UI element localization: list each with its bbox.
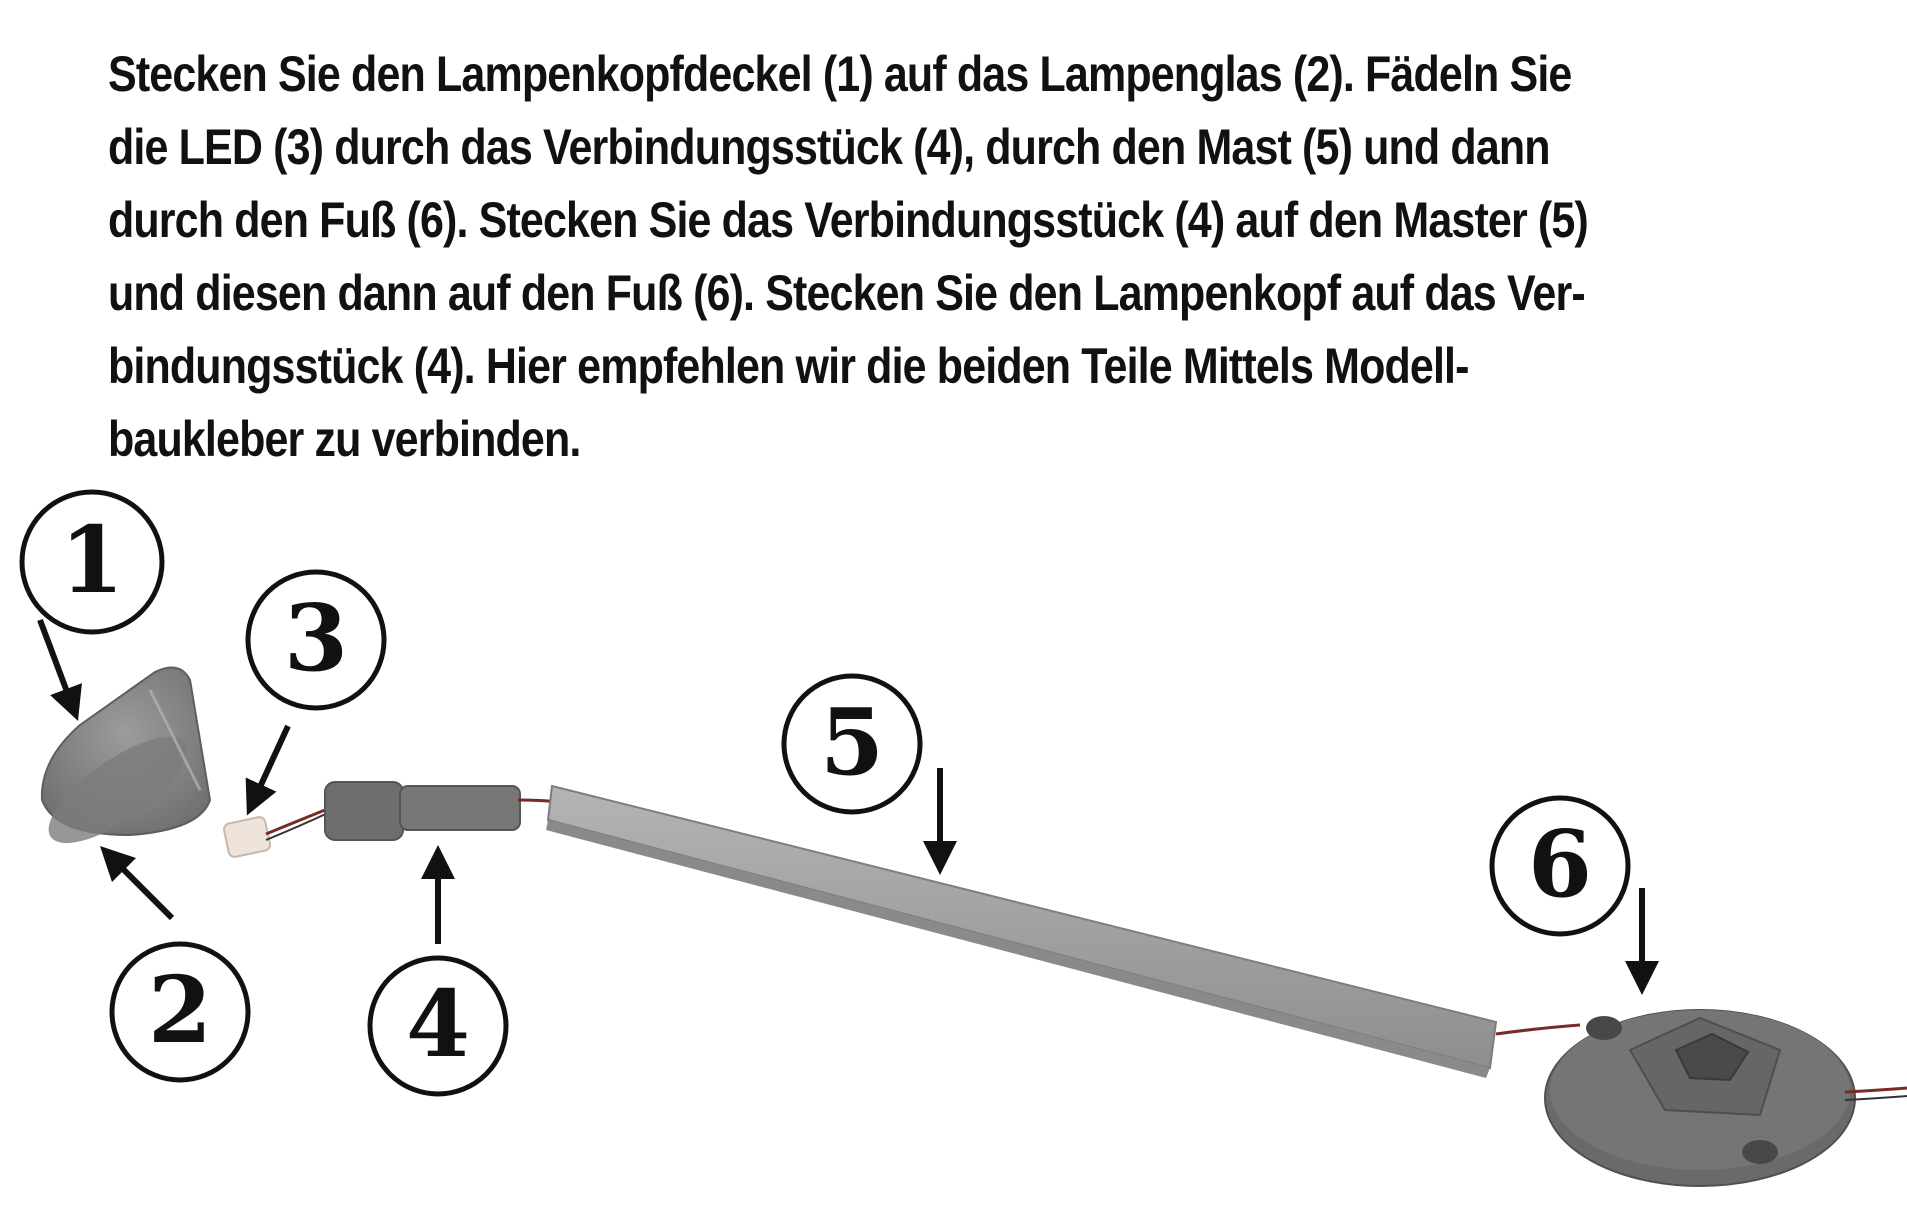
callout-1 — [22, 492, 162, 632]
callout-2-number: 2 — [147, 956, 213, 1064]
callout-6-number: 6 — [1527, 810, 1593, 918]
led-part — [223, 808, 330, 858]
callout-1-number: 1 — [59, 506, 125, 614]
callout-2 — [112, 944, 248, 1080]
connector-part — [325, 782, 560, 840]
instruction-line-2: die LED (3) durch das Verbindungsstück (4), durch den Mast (5) und dann — [108, 119, 1550, 175]
instruction-line-6: baukleber zu verbinden. — [108, 411, 581, 467]
callout-3 — [248, 572, 384, 708]
base-part — [1545, 1010, 1907, 1186]
callout-4 — [370, 958, 506, 1094]
callout-5 — [784, 676, 920, 812]
arrow-2 — [112, 858, 172, 918]
instruction-line-4: und diesen dann auf den Fuß (6). Stecken Sie den Lampenkopf auf das Ver- — [108, 265, 1585, 321]
arrow-3 — [254, 726, 288, 800]
callout-3-number: 3 — [283, 584, 349, 692]
arrow-1 — [40, 620, 72, 705]
callout-6 — [1492, 798, 1628, 934]
instruction-line-3: durch den Fuß (6). Stecken Sie das Verbindungsstück (4) auf den Master (5) — [108, 192, 1588, 248]
instruction-line-5: bindungsstück (4). Hier empfehlen wir die beiden Teile Mittels Modell- — [108, 338, 1469, 394]
lamp-head-part — [34, 668, 210, 862]
callout-4-number: 4 — [405, 970, 471, 1078]
mast-part — [546, 786, 1580, 1078]
instruction-line-1: Stecken Sie den Lampenkopfdeckel (1) auf das Lampenglas (2). Fädeln Sie — [108, 46, 1572, 102]
callout-5-number: 5 — [819, 688, 885, 796]
